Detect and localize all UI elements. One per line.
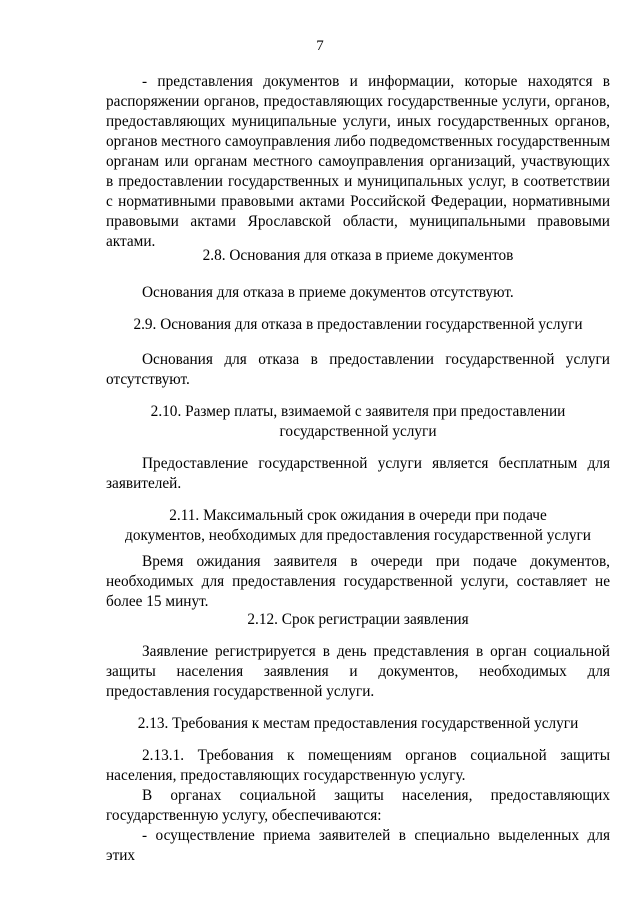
paragraph-2-13-1-c: - осуществление приема заявителей в специально выделенных для этих: [106, 827, 610, 864]
paragraph-2-8: Основания для отказа в приеме документов отсутствуют.: [142, 284, 514, 301]
page-number: 7: [316, 38, 324, 54]
heading-2-13: 2.13. Требования к местам предоставления государственной услуги: [137, 715, 579, 732]
paragraph-2-11: Время ожидания заявителя в очереди при подаче документов, необходимых для предоставления государственной услуги, составляет не более 15 минут.: [106, 553, 610, 610]
heading-2-8: 2.8. Основания для отказа в приеме документов: [202, 247, 514, 264]
heading-2-10-line1: 2.10. Размер платы, взимаемой с заявителя при предоставлении: [150, 403, 566, 420]
paragraph-2-13-1: 2.13.1. Требования к помещениям органов социальной защиты населения, предоставляющих государственную услугу.: [106, 747, 610, 784]
heading-2-11-line2: документов, необходимых для предоставления государственной услуги: [125, 527, 591, 544]
paragraph-intro: - представления документов и информации, которые находятся в распоряжении органов, предоставляющих государственные услуги, органов, предоставляющих муниципальные услуги, иных государственных органов, органов местного самоуправления либо подведомственных государственным органам или органам местного самоуправления организаций, участвующих в предоставлении государственных и муниципальных услуг, в соответствии с нормативными правовыми актами Российской Федерации, нормативными правовыми актами Ярославской области, муниципальными правовыми актами.: [106, 73, 610, 250]
paragraph-2-9: Основания для отказа в предоставлении государственной услуги отсутствуют.: [106, 351, 610, 388]
paragraph-2-12: Заявление регистрируется в день представления в орган социальной защиты населения заявления и документов, необходимых для предоставления государственной услуги.: [106, 643, 610, 700]
heading-2-10: [106, 402, 610, 442]
heading-2-9: 2.9. Основания для отказа в предоставлении государственной услуги: [133, 316, 583, 333]
heading-2-10-line2: государственной услуги: [279, 423, 437, 440]
paragraph-2-13-1-b: В органах социальной защиты населения, предоставляющих государственную услугу, обеспечиваются:: [106, 787, 610, 824]
paragraph-2-10: Предоставление государственной услуги является бесплатным для заявителей.: [106, 455, 610, 492]
heading-2-11: [106, 506, 610, 546]
heading-2-11-line1: 2.11. Максимальный срок ожидания в очереди при подаче: [169, 507, 547, 524]
heading-2-12: 2.12. Срок регистрации заявления: [247, 611, 469, 628]
